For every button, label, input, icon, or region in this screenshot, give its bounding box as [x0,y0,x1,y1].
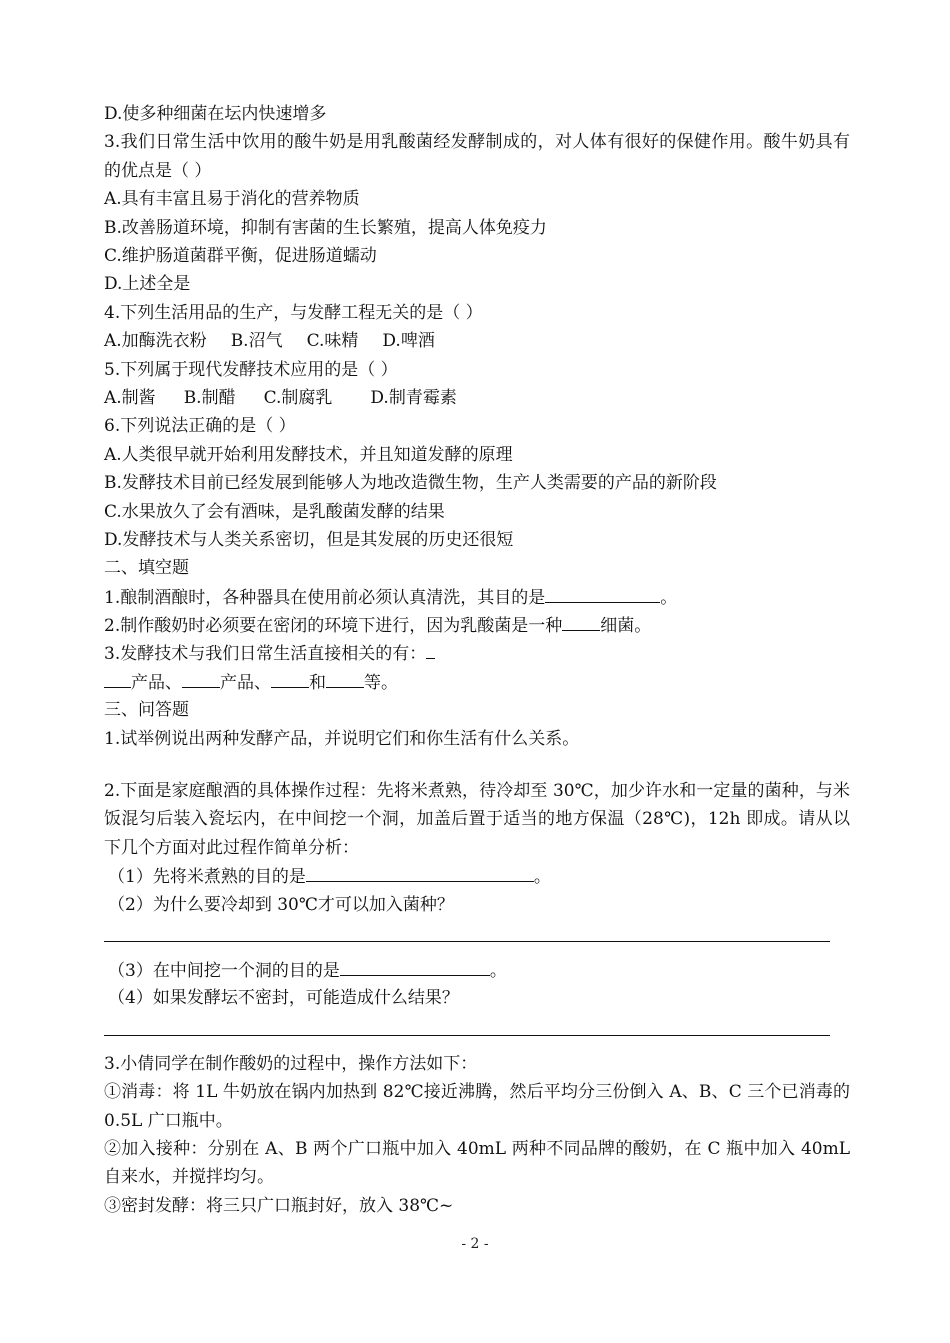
fill-2-text: 2.制作酸奶时必须要在密闭的环境下进行，因为乳酸菌是一种 [104,616,563,637]
fill-3-part-4: 等。 [364,672,398,693]
q4-option-b: B.沼气 [230,331,283,352]
answer-2-sub-2-answer-line[interactable] [104,941,830,942]
answer-2-stem: 2.下面是家庭酿酒的具体操作过程：先将米煮熟，待冷却至 30℃，加少许水和一定量的菌种，与米饭混匀后装入瓷坛内，在中间挖一个洞，加盖后置于适当的地方保温（28℃)，12h 即成。请从以下几个方面对此过程作简单分析： [104,781,850,858]
answer-2-sub-3-blank[interactable] [340,956,490,976]
q5-option-b: B.制醋 [183,387,236,408]
answer-2-sub-3-text: （3）在中间挖一个洞的目的是 [108,961,340,982]
q6-option-a: A.人类很早就开始利用发酵技术，并且知道发酵的原理 [104,444,513,465]
fill-1-text: 1.酿制酒酿时，各种器具在使用前必须认真清洗，其目的是 [104,587,546,608]
page-number: - 2 - [461,1236,489,1252]
q4-options [104,327,850,355]
q4-option-d: D.啤酒 [382,331,435,352]
q5-stem: 5.下列属于现代发酵技术应用的是（ ） [104,359,398,380]
fill-3-blank-4[interactable] [326,668,364,688]
q4-option-a: A.加酶洗衣粉 [104,331,207,352]
fill-3-blank-2[interactable] [182,668,220,688]
fill-3-text: 3.发酵技术与我们日常生活直接相关的有： [104,644,427,665]
answer-2-sub-3-end: 。 [489,961,507,982]
fill-1 [104,583,850,611]
answer-2-sub-1-blank[interactable] [306,862,534,882]
fill-3 [104,639,850,667]
section-2-title: 二、填空题 [104,558,189,579]
q6-option-c: C.水果放久了会有酒味，是乳酸菌发酵的结果 [104,501,445,522]
q4-stem: 4.下列生活用品的生产，与发酵工程无关的是（ ） [104,302,483,323]
answer-2-sub-1 [104,862,850,890]
answer-3-step-2: ②加入接种：分别在 A、B 两个广口瓶中加入 40mL 两种不同品牌的酸奶，在 C 瓶中加入 40mL 自来水，并搅拌均匀。 [104,1139,850,1188]
q6-stem: 6.下列说法正确的是（ ） [104,416,296,437]
q6-option-d: D.发酵技术与人类关系密切，但是其发展的历史还很短 [104,529,514,550]
q3-option-b: B.改善肠道环境，抑制有害菌的生长繁殖，提高人体免疫力 [104,217,547,238]
answer-2-sub-3 [104,956,850,984]
document-body [104,100,850,1220]
answer-2-sub-4-answer-line[interactable] [104,1035,830,1036]
fill-2-end: 细菌。 [600,616,652,637]
fill-3-continued [104,668,850,696]
fill-3-blank-1[interactable] [104,668,131,688]
q5-option-c: C.制腐乳 [263,387,333,408]
fill-3-blank-start[interactable] [426,639,435,659]
q2-option-d: D.使多种细菌在坛内快速增多 [104,104,327,124]
q3-option-a: A.具有丰富且易于消化的营养物质 [104,189,360,210]
q3-stem: 3.我们日常生活中饮用的酸牛奶是用乳酸菌经发酵制成的，对人体有很好的保健作用。酸牛奶具有的优点是（ ） [104,132,850,181]
q3-option-c: C.维护肠道菌群平衡，促进肠道蠕动 [104,245,377,266]
answer-2-sub-2: （2）为什么要冷却到 30℃才可以加入菌种？ [108,894,454,915]
answer-2-sub-1-text: （1）先将米煮熟的目的是 [108,867,306,888]
fill-3-part-1: 产品、 [131,672,182,693]
fill-3-part-3: 和 [309,672,326,693]
fill-2-blank[interactable] [562,611,600,631]
fill-3-part-2: 产品、 [220,672,271,693]
q5-options [104,384,850,412]
fill-1-end: 。 [660,587,678,608]
answer-3-step-3: ③密封发酵：将三只广口瓶封好，放入 38℃~ [104,1195,454,1216]
q5-option-a: A.制酱 [104,387,156,408]
fill-3-blank-3[interactable] [271,668,309,688]
answer-2-sub-4: （4）如果发酵坛不密封，可能造成什么结果？ [108,988,459,1009]
q3-option-d: D.上述全是 [104,274,191,295]
answer-3-stem: 3.小倩同学在制作酸奶的过程中，操作方法如下： [104,1053,478,1074]
q6-option-b: B.发酵技术目前已经发展到能够人为地改造微生物，生产人类需要的产品的新阶段 [104,473,717,494]
fill-1-blank[interactable] [545,583,660,603]
answer-2-sub-1-end: 。 [533,867,551,888]
q4-option-c: C.味精 [306,331,359,352]
answer-1-space[interactable] [104,753,850,777]
q5-option-d: D.制青霉素 [370,387,457,408]
answer-3-step-1: ①消毒：将 1L 牛奶放在锅内加热到 82℃接近沸腾，然后平均分三份倒入 A、B、C 三个已消毒的 0.5L 广口瓶中。 [104,1082,850,1131]
answer-1: 1.试举例说出两种发酵产品，并说明它们和你生活有什么关系。 [104,728,580,749]
section-3-title: 三、问答题 [104,700,189,721]
fill-2 [104,611,850,639]
